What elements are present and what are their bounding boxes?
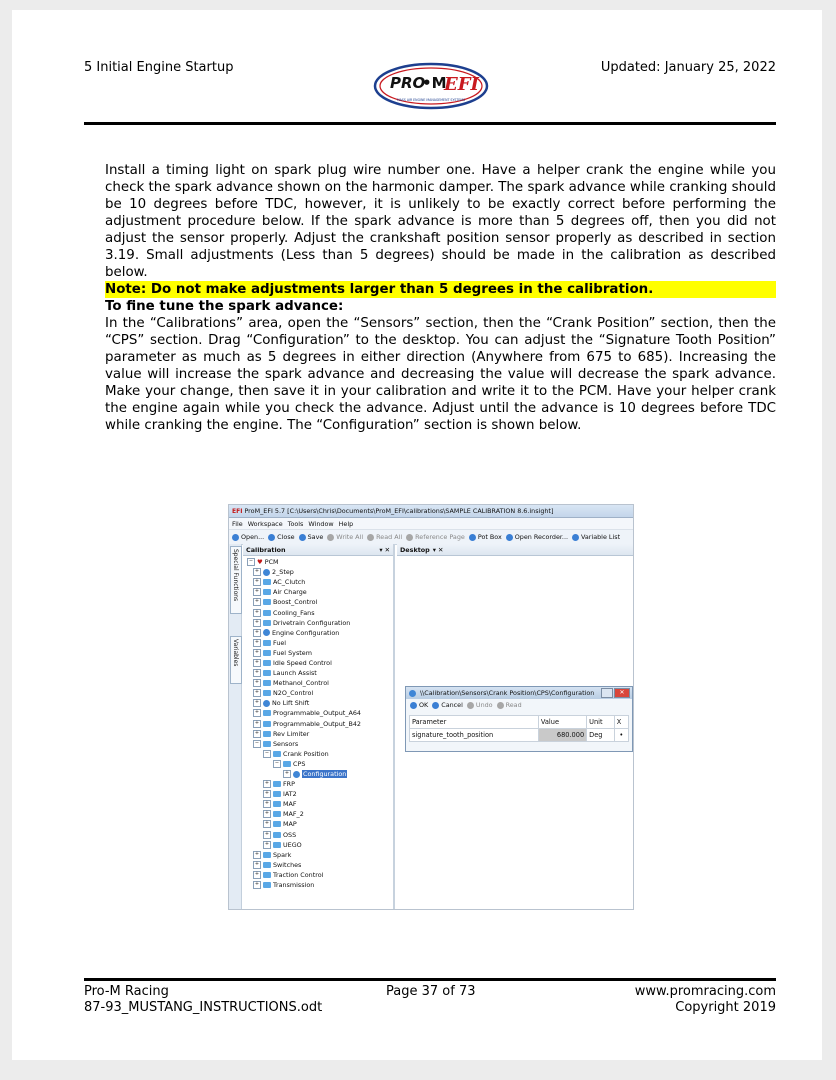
folder-icon: [263, 650, 271, 656]
document-page: [12, 10, 822, 1060]
read-icon: [497, 702, 504, 709]
table-header-row: [410, 716, 629, 729]
read-all-icon: [367, 534, 374, 541]
svg-text:MASS AIR ENGINE MANAGEMENT SYS: MASS AIR ENGINE MANAGEMENT SYSTEMS: [396, 98, 466, 102]
folder-icon: [273, 751, 281, 757]
folder-icon: [263, 579, 271, 585]
tree-label: Programmable_Output_A64: [273, 709, 361, 718]
intro-paragraph: Install a timing light on spark plug wire number one. Have a helper crank the engine while you check the spark advance shown on the harmonic damper. The spark advance while cranking should be 10 degrees before TDC, however, it is unlikely to be exactly correct before performing the adjustment procedure below. If the spark advance is more than 5 degrees off, then you did not adjust the sensor properly. Adjust the crankshaft position sensor properly as described in section 3.19. Small adjustments (Less than 5 degrees) should be made in the calibration as described below.: [105, 163, 776, 280]
read-all-label: Read All: [376, 533, 403, 541]
side-tab-strip: [229, 544, 242, 909]
folder-icon: [263, 731, 271, 737]
pot-box-icon: [469, 534, 476, 541]
tree-node-crank-position[interactable]: [247, 749, 393, 759]
open-label: Open...: [241, 533, 265, 541]
menu-workspace[interactable]: Workspace: [247, 519, 283, 528]
tree-label: PCM: [264, 558, 279, 567]
body-text: [105, 162, 776, 434]
tree-label: Switches: [273, 860, 302, 869]
parameter-unit: Deg: [587, 729, 615, 742]
folder-icon: [273, 791, 281, 797]
expand-icon[interactable]: +: [254, 860, 260, 867]
collapse-icon[interactable]: −: [254, 739, 260, 746]
folder-icon: [263, 882, 271, 888]
pin-icon[interactable]: ▾ ✕: [432, 545, 444, 554]
tree-label: Programmable_Output_B42: [273, 719, 361, 728]
footer-website-link[interactable]: www.promracing.com: [634, 984, 776, 999]
save-icon: [299, 534, 306, 541]
reference-page-icon: [406, 534, 413, 541]
tree-label: Engine Configuration: [272, 628, 340, 637]
expand-icon[interactable]: +: [254, 608, 260, 615]
tree-node[interactable]: [247, 698, 393, 708]
tree-label: Traction Control: [273, 870, 324, 879]
tree-node[interactable]: [247, 668, 393, 678]
expand-icon[interactable]: +: [264, 820, 270, 827]
desktop-pane: [397, 544, 633, 909]
open-icon: [232, 534, 239, 541]
pot-box-button[interactable]: [469, 533, 502, 541]
expand-icon[interactable]: +: [254, 618, 260, 625]
tree-node[interactable]: [247, 850, 393, 860]
folder-icon: [263, 710, 271, 716]
expand-icon[interactable]: +: [254, 719, 260, 726]
tree-label: Cooling_Fans: [273, 608, 315, 617]
tree-node-sensors[interactable]: [247, 739, 393, 749]
menu-file[interactable]: File: [232, 519, 243, 528]
tree-label-selected: Configuration: [303, 770, 347, 779]
expand-icon[interactable]: +: [254, 729, 260, 736]
footer-rule: [84, 978, 776, 981]
toolbar: [229, 530, 633, 545]
tree-node-cps[interactable]: [247, 759, 393, 769]
ok-label: OK: [419, 701, 429, 709]
tree-label: Spark: [273, 850, 292, 859]
tree-node[interactable]: [247, 607, 393, 617]
tree-label: Boost_Control: [273, 598, 318, 607]
folder-icon: [273, 821, 281, 827]
tree-label: Drivetrain Configuration: [273, 618, 351, 627]
parameter-value-field[interactable]: 680.000: [538, 729, 586, 742]
window-title: ProM_EFI 5.7 [C:\Users\Chris\Documents\ProM_EFI\calibrations\SAMPLE CALIBRATION 8.6.insight]: [244, 507, 554, 515]
header-updated-date: Updated: January 25, 2022: [600, 60, 776, 75]
save-button[interactable]: [299, 533, 324, 541]
tree-node[interactable]: [247, 819, 393, 829]
folder-icon: [263, 872, 271, 878]
tree-node[interactable]: [247, 870, 393, 880]
special-functions-tab[interactable]: [230, 546, 242, 614]
footer-left: [84, 984, 322, 1016]
save-label: Save: [307, 533, 324, 541]
highlighted-note: Note: Do not make adjustments larger than 5 degrees in the calibration.: [105, 281, 776, 298]
tree-label: Sensors: [273, 739, 299, 748]
collapse-icon[interactable]: −: [264, 749, 270, 756]
workspace: [229, 544, 633, 909]
tree-label: UEGO: [283, 840, 302, 849]
tree-node[interactable]: [247, 638, 393, 648]
expand-icon[interactable]: +: [254, 568, 260, 575]
software-screenshot: [228, 504, 634, 910]
menu-help[interactable]: Help: [338, 519, 354, 528]
column-header-parameter: Parameter: [410, 716, 539, 729]
undo-label: Undo: [475, 701, 493, 709]
collapse-icon[interactable]: −: [274, 759, 280, 766]
expand-icon[interactable]: +: [254, 588, 260, 595]
calibration-pane: [243, 544, 395, 909]
desktop-title: Desktop: [400, 545, 430, 554]
tree-label: MAF_2: [283, 810, 304, 819]
dialog-titlebar: [406, 687, 632, 699]
tree-label: Rev Limiter: [273, 729, 310, 738]
folder-icon: [283, 761, 291, 767]
config-icon: [409, 690, 416, 697]
tree-label: Crank Position: [283, 749, 329, 758]
tree-node[interactable]: [247, 597, 393, 607]
column-header-unit: Unit: [587, 716, 615, 729]
subheading: To fine tune the spark advance:: [105, 299, 344, 314]
undo-icon: [467, 702, 474, 709]
tree-label: 2_Step: [272, 568, 294, 577]
folder-icon: [273, 842, 281, 848]
open-button[interactable]: [232, 533, 264, 541]
config-icon: [293, 771, 300, 778]
footer-document-name: 87-93_MUSTANG_INSTRUCTIONS.odt: [84, 1000, 323, 1015]
tree-node[interactable]: [247, 860, 393, 870]
expand-icon[interactable]: +: [254, 709, 260, 716]
pcm-icon: ♥: [257, 558, 263, 567]
instructions-paragraph: In the “Calibrations” area, open the “Sensors” section, then the “Crank Position” section, then the “CPS” section. Drag “Configuration” to the desktop. You can adjust the “Signature Tooth Position” parameter as much as 5 degrees in either direction (Anywhere from 675 to 685). Increasing the value will increase the spark advance and decreasing the value will decrease the spark advance. Make your change, then save it in your calibration and write it to the PCM. Have your helper crank the engine again while you check the advance. Adjust until the advance is 10 degrees before TDC while cranking the engine. The “Configuration” section is shown below.: [105, 316, 776, 433]
variable-list-button[interactable]: [572, 533, 620, 541]
tree-node[interactable]: [247, 830, 393, 840]
close-label: Close: [277, 533, 295, 541]
menu-window[interactable]: Window: [308, 519, 334, 528]
expand-icon[interactable]: +: [264, 840, 270, 847]
tree-node[interactable]: [247, 648, 393, 658]
tree-label: Air Charge: [273, 588, 307, 597]
folder-icon: [263, 690, 271, 696]
expand-icon[interactable]: +: [254, 870, 260, 877]
pin-icon[interactable]: ▾ ✕: [379, 545, 390, 554]
folder-icon: [263, 741, 271, 747]
config-icon: [263, 569, 270, 576]
close-window-button[interactable]: ✕: [614, 688, 630, 698]
folder-icon: [273, 811, 281, 817]
folder-icon: [263, 610, 271, 616]
write-all-button[interactable]: [327, 533, 363, 541]
tree-label: Fuel System: [273, 648, 312, 657]
tree-node[interactable]: [247, 789, 393, 799]
svg-text:PRO: PRO: [390, 74, 426, 92]
tree-label: Fuel: [273, 638, 287, 647]
tree-node[interactable]: [247, 880, 393, 890]
read-all-button[interactable]: [367, 533, 402, 541]
dialog-toolbar: [406, 699, 632, 711]
cancel-button[interactable]: [432, 701, 463, 709]
cancel-icon: [432, 702, 439, 709]
folder-icon: [263, 862, 271, 868]
folder-icon: [273, 801, 281, 807]
config-icon: [263, 629, 270, 636]
expand-icon[interactable]: +: [254, 578, 260, 585]
recorder-icon: [506, 534, 513, 541]
footer-page-number: Page 37 of 73: [386, 984, 476, 999]
tree-node[interactable]: [247, 567, 393, 577]
column-header-x: X: [614, 716, 628, 729]
tree-label: Methanol_Control: [273, 679, 329, 688]
tree-label: FRP: [283, 780, 295, 789]
tree-label: Idle Speed Control: [273, 658, 332, 667]
tree-node[interactable]: [247, 719, 393, 729]
desktop-pane-header: [397, 544, 633, 556]
pot-box-label: Pot Box: [477, 533, 502, 541]
variables-tab[interactable]: [230, 636, 242, 684]
expand-icon[interactable]: +: [284, 770, 290, 777]
expand-icon[interactable]: +: [254, 881, 260, 888]
prom-efi-logo: [372, 60, 490, 112]
close-icon: [268, 534, 275, 541]
tree-node[interactable]: [247, 729, 393, 739]
expand-icon[interactable]: +: [264, 790, 270, 797]
variable-list-label: Variable List: [581, 533, 621, 541]
folder-icon: [263, 852, 271, 858]
tree-node[interactable]: [247, 688, 393, 698]
svg-text:•M: •M: [422, 74, 447, 92]
tree-node[interactable]: [247, 577, 393, 587]
expand-icon[interactable]: +: [264, 780, 270, 787]
tree-node[interactable]: [247, 678, 393, 688]
expand-icon[interactable]: +: [254, 648, 260, 655]
app-icon: EFI: [232, 507, 243, 515]
tree-label: MAF: [283, 800, 297, 809]
expand-icon[interactable]: +: [264, 800, 270, 807]
special-functions-label: Special Functions: [232, 549, 239, 602]
variables-label: Variables: [232, 639, 239, 667]
tree-node[interactable]: [247, 658, 393, 668]
menu-tools[interactable]: Tools: [287, 519, 304, 528]
read-label: Read: [505, 701, 522, 709]
expand-icon[interactable]: +: [264, 810, 270, 817]
tree-label: OSS: [283, 830, 297, 839]
svg-text:EFI: EFI: [444, 74, 479, 95]
header-rule: [84, 122, 776, 125]
config-icon: [263, 700, 270, 707]
collapse-icon[interactable]: −: [248, 558, 254, 565]
dialog-title: \\Calibration\Sensors\Crank Position\CPS\Configuration: [420, 689, 595, 697]
window-titlebar: [229, 505, 633, 518]
configuration-dialog: [405, 686, 633, 752]
tree-node[interactable]: [247, 840, 393, 850]
expand-icon[interactable]: +: [254, 658, 260, 665]
tree-node[interactable]: [247, 809, 393, 819]
calibration-tree: [247, 557, 393, 909]
footer-company: Pro-M Racing: [84, 984, 169, 999]
tree-label: AC_Clutch: [273, 578, 306, 587]
header-section-title: 5 Initial Engine Startup: [84, 60, 234, 75]
folder-icon: [273, 781, 281, 787]
expand-icon[interactable]: +: [254, 689, 260, 696]
ok-button[interactable]: [410, 701, 428, 709]
tree-label: No Lift Shift: [272, 699, 310, 708]
expand-icon[interactable]: +: [254, 598, 260, 605]
tree-node[interactable]: [247, 708, 393, 718]
folder-icon: [273, 832, 281, 838]
expand-icon[interactable]: +: [254, 638, 260, 645]
write-all-icon: [327, 534, 334, 541]
undo-button[interactable]: [467, 701, 493, 709]
tree-node-root[interactable]: [247, 557, 393, 567]
expand-icon[interactable]: +: [254, 669, 260, 676]
tree-label: MAP: [283, 820, 297, 829]
expand-icon[interactable]: +: [254, 679, 260, 686]
cancel-label: Cancel: [441, 701, 463, 709]
write-all-label: Write All: [336, 533, 364, 541]
folder-icon: [263, 680, 271, 686]
tree-label: IAT2: [283, 790, 297, 799]
folder-icon: [263, 640, 271, 646]
reference-page-label: Reference Page: [415, 533, 465, 541]
open-recorder-label: Open Recorder...: [514, 533, 569, 541]
folder-icon: [263, 660, 271, 666]
column-header-value: Value: [538, 716, 586, 729]
ok-icon: [410, 702, 417, 709]
tree-label: N2O_Control: [273, 689, 314, 698]
tree-node[interactable]: [247, 799, 393, 809]
footer-right: [635, 984, 776, 1016]
tree-node[interactable]: [247, 618, 393, 628]
tree-node[interactable]: [247, 779, 393, 789]
tree-node-configuration[interactable]: [247, 769, 393, 779]
folder-icon: [263, 670, 271, 676]
expand-icon[interactable]: +: [254, 699, 260, 706]
parameter-table: [409, 715, 629, 742]
close-button[interactable]: [268, 533, 294, 541]
expand-icon[interactable]: +: [254, 850, 260, 857]
folder-icon: [263, 721, 271, 727]
tree-label: CPS: [293, 759, 306, 768]
read-button[interactable]: [497, 701, 522, 709]
folder-icon: [263, 599, 271, 605]
calibration-pane-header: [243, 544, 393, 556]
parameter-x-marker: •: [614, 729, 628, 742]
footer-copyright: Copyright 2019: [675, 1000, 776, 1015]
window-controls: [601, 688, 630, 698]
variable-list-icon: [572, 534, 579, 541]
minimize-button[interactable]: [601, 688, 613, 698]
menu-bar: [229, 518, 633, 530]
open-recorder-button[interactable]: [506, 533, 568, 541]
tree-node[interactable]: [247, 587, 393, 597]
expand-icon[interactable]: +: [254, 628, 260, 635]
calibration-title: Calibration: [246, 545, 286, 554]
reference-page-button[interactable]: [406, 533, 465, 541]
tree-label: Launch Assist: [273, 669, 317, 678]
folder-icon: [263, 620, 271, 626]
parameter-name: signature_tooth_position: [410, 729, 539, 742]
tree-node[interactable]: [247, 628, 393, 638]
tree-label: Transmission: [273, 881, 315, 890]
expand-icon[interactable]: +: [264, 830, 270, 837]
table-row: [410, 729, 629, 742]
folder-icon: [263, 589, 271, 595]
